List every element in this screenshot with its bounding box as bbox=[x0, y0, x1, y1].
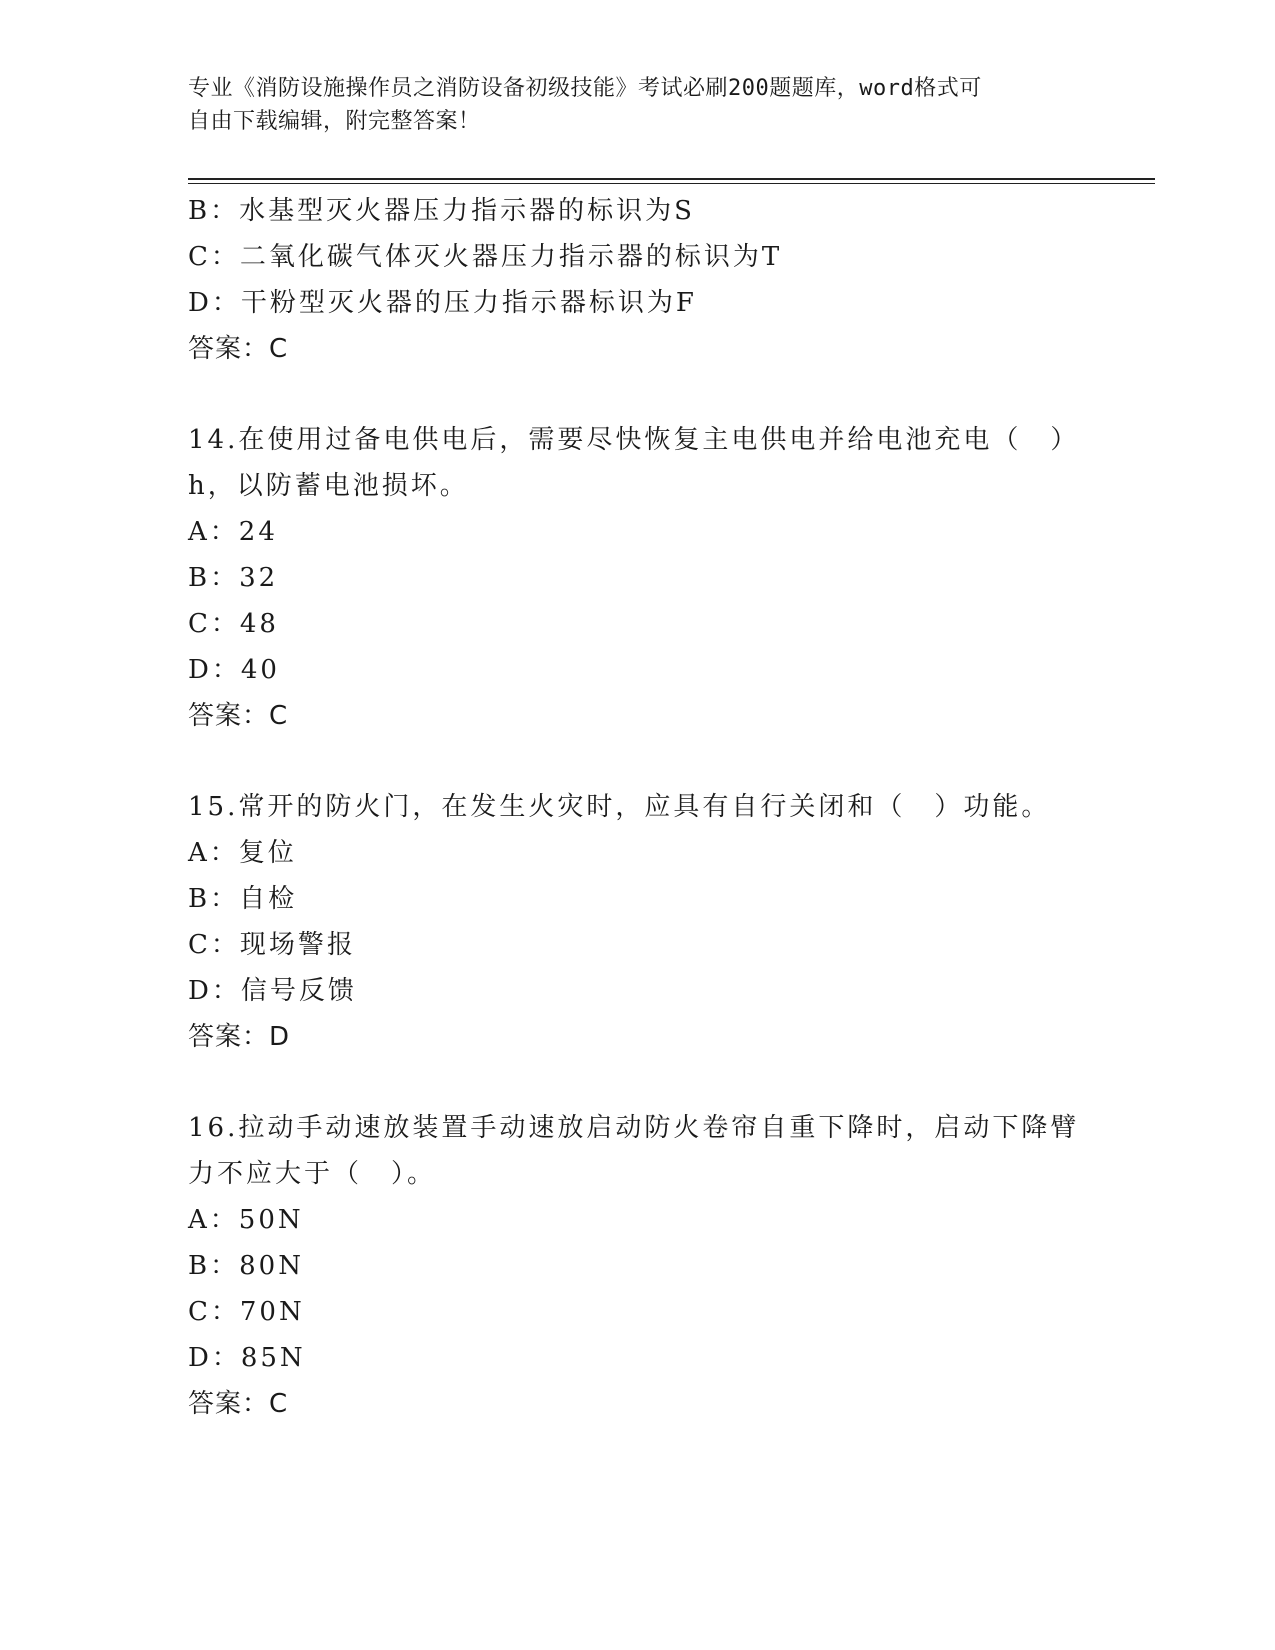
option-a: A：50N bbox=[188, 1205, 304, 1235]
answer-label: 答案：C bbox=[188, 701, 289, 731]
header-title-line-1: 专业《消防设施操作员之消防设备初级技能》考试必刷200题题库，word格式可 bbox=[188, 76, 982, 101]
option-d: D：85N bbox=[188, 1343, 306, 1373]
option-d: D：信号反馈 bbox=[188, 976, 357, 1006]
answer-label: 答案：D bbox=[188, 1022, 291, 1052]
option-b: B：水基型灭火器压力指示器的标识为S bbox=[188, 196, 695, 226]
option-c: C：二氧化碳气体灭火器压力指示器的标识为T bbox=[188, 242, 783, 272]
option-d: D：40 bbox=[188, 655, 280, 685]
option-b: B：80N bbox=[188, 1251, 304, 1281]
option-d: D：干粉型灭火器的压力指示器标识为F bbox=[188, 288, 697, 318]
option-b: B：32 bbox=[188, 563, 279, 593]
header-divider-thick bbox=[188, 178, 1155, 180]
question-stem-line-1: 16.拉动手动速放装置手动速放启动防火卷帘自重下降时，启动下降臂 bbox=[188, 1113, 1080, 1143]
answer-label: 答案：C bbox=[188, 1389, 289, 1419]
answer-label: 答案：C bbox=[188, 334, 289, 364]
question-list bbox=[188, 188, 1088, 1427]
question-stem-line-2: h，以防蓄电池损坏。 bbox=[188, 471, 469, 501]
header-title-line-2: 自由下载编辑，附完整答案！ bbox=[188, 109, 481, 134]
question-15 bbox=[188, 784, 1088, 1060]
question-14 bbox=[188, 417, 1088, 739]
option-a: A：24 bbox=[188, 517, 278, 547]
document-header bbox=[188, 72, 1088, 138]
option-c: C：70N bbox=[188, 1297, 305, 1327]
question-stem-line-2: 力不应大于（ ）。 bbox=[188, 1159, 437, 1189]
option-c: C：48 bbox=[188, 609, 279, 639]
question-13-continued bbox=[188, 188, 1088, 372]
question-stem-line-1: 15.常开的防火门，在发生火灾时，应具有自行关闭和（ ）功能。 bbox=[188, 792, 1051, 822]
option-b: B：自检 bbox=[188, 884, 298, 914]
header-divider-thin bbox=[188, 183, 1155, 184]
question-16 bbox=[188, 1105, 1088, 1427]
option-a: A：复位 bbox=[188, 838, 297, 868]
question-stem-line-1: 14.在使用过备电供电后，需要尽快恢复主电供电并给电池充电（ ） bbox=[188, 425, 1080, 455]
option-c: C：现场警报 bbox=[188, 930, 356, 960]
